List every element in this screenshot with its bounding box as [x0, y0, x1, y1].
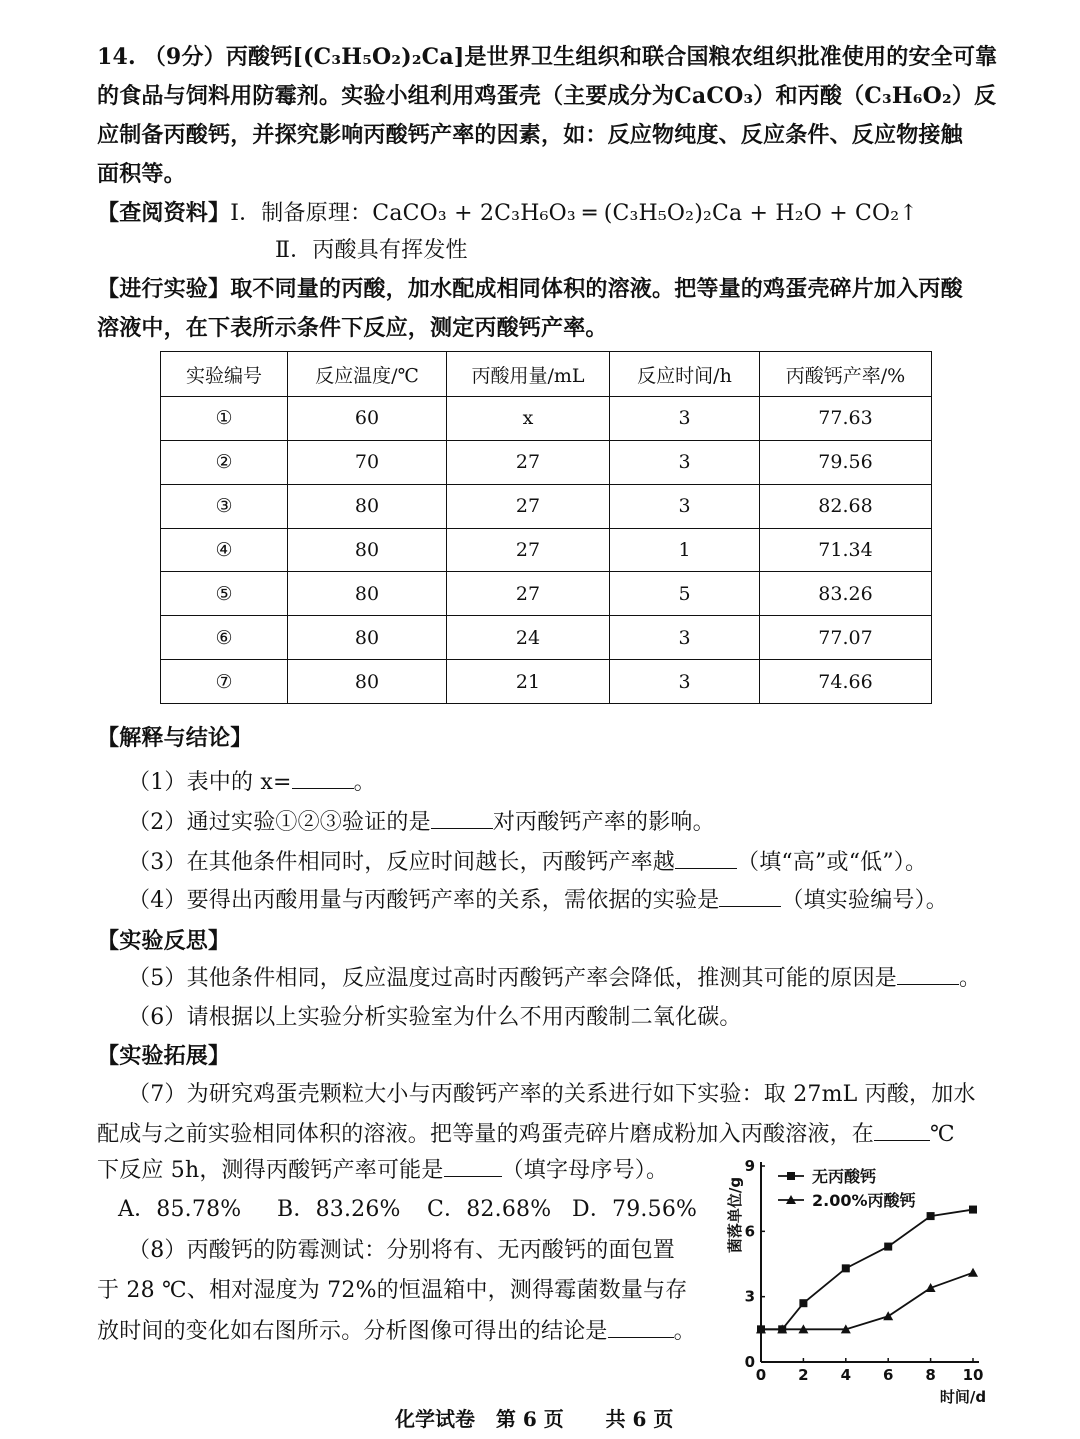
answer-blank-1[interactable]: [292, 768, 354, 789]
x-tick-label: 10: [962, 1366, 984, 1384]
x-axis-label: 时间/d: [939, 1388, 987, 1406]
reference-line: [97, 198, 918, 229]
reference-label: 【查阅资料】: [97, 200, 231, 226]
data-point-no-additive: [884, 1243, 892, 1251]
question-6: （6）请根据以上实验分析实验室为什么不用丙酸制二氧化碳。: [128, 1005, 742, 1030]
table-cell: 3: [610, 616, 760, 660]
question-8-line-1: （8）丙酸钙的防霉测试：分别将有、无丙酸钙的面包置: [128, 1238, 675, 1263]
table-header: 反应时间/h: [610, 352, 760, 397]
table-cell: ①: [161, 397, 288, 441]
y-tick-label: 6: [744, 1222, 755, 1241]
table-cell: ⑥: [161, 616, 288, 660]
question-4-text: （4）要得出丙酸用量与丙酸钙产率的关系，需依据的实验是: [128, 888, 720, 913]
question-8-text: 放时间的变化如右图所示。分析图像可得出的结论是: [97, 1319, 608, 1344]
question-2: [128, 808, 715, 838]
question-4: [128, 886, 948, 916]
table-cell: 3: [610, 660, 760, 704]
question-line-2: 的食品与饲料用防霉剂。实验小组利用鸡蛋壳（主要成分为CaCO₃）和丙酸（C₃H₆O₂）反: [97, 83, 997, 109]
data-point-no-additive: [799, 1299, 807, 1307]
table-row: [161, 397, 932, 441]
footer-page: 第 6 页: [495, 1407, 564, 1431]
answer-blank-7a[interactable]: [874, 1120, 930, 1141]
data-point-no-additive: [969, 1206, 977, 1214]
data-point-no-additive: [927, 1212, 935, 1220]
question-1: [128, 768, 376, 798]
table-cell: ②: [161, 440, 288, 484]
table-cell: 70: [288, 440, 447, 484]
question-5-text: （5）其他条件相同，反应温度过高时丙酸钙产率会降低，推测其可能的原因是: [128, 966, 897, 991]
question-1-end: 。: [353, 770, 376, 795]
table-cell: 27: [447, 440, 610, 484]
table-cell: 74.66: [760, 660, 932, 704]
question-7-line-3: [97, 1156, 668, 1186]
series-line-2: [761, 1273, 973, 1330]
y-tick-label: 3: [744, 1287, 755, 1306]
table-cell: ⑦: [161, 660, 288, 704]
table-cell: 80: [288, 660, 447, 704]
table-cell: 3: [610, 440, 760, 484]
table-row: [161, 484, 932, 528]
question-8-line-2: 于 28 ℃、相对湿度为 72%的恒温箱中，测得霉菌数量与存: [97, 1278, 688, 1303]
table-cell: 1: [610, 528, 760, 572]
legend-label-2: 2.00%丙酸钙: [812, 1191, 916, 1210]
table-header-row: [161, 352, 932, 397]
footer-subject: 化学试卷: [395, 1407, 475, 1431]
option-b: B．83.26%: [277, 1197, 401, 1222]
legend-marker-square: [787, 1172, 795, 1180]
table-cell: 80: [288, 572, 447, 616]
table-header: 反应温度/℃: [288, 352, 447, 397]
question-5: [128, 964, 981, 994]
answer-blank-5[interactable]: [897, 964, 959, 985]
table-row: [161, 660, 932, 704]
question-3-end: （填“高”或“低”）。: [737, 850, 928, 875]
answer-blank-7b[interactable]: [444, 1156, 502, 1177]
question-7-end: （填字母序号）。: [501, 1158, 669, 1183]
table-row: [161, 616, 932, 660]
table-row: [161, 440, 932, 484]
table-cell: 79.56: [760, 440, 932, 484]
experiment-label: 【进行实验】: [97, 276, 231, 302]
x-tick-label: 6: [882, 1366, 894, 1384]
mold-chart: [700, 1152, 1000, 1406]
answer-blank-3[interactable]: [675, 848, 737, 869]
x-tick-label: 0: [755, 1366, 767, 1384]
question-line-4: 面积等。: [97, 161, 186, 187]
x-tick-label: 4: [840, 1366, 852, 1384]
question-4-end: （填实验编号）。: [781, 888, 949, 913]
question-2-end: 对丙酸钙产率的影响。: [492, 810, 715, 835]
question-8-end: 。: [673, 1319, 696, 1344]
y-tick-label: 0: [744, 1353, 755, 1371]
reference-item-1: Ⅰ．制备原理：CaCO₃ + 2C₃H₆O₃ ═ (C₃H₅O₂)₂Ca + H₂O + CO₂↑: [230, 201, 918, 226]
data-point-with-additive: [968, 1268, 978, 1277]
question-line-1: 14. （9分）丙酸钙[(C₃H₅O₂)₂Ca]是世界卫生组织和联合国粮农组织批准使用的安全可靠: [97, 44, 998, 70]
question-5-end: 。: [959, 966, 982, 991]
table-cell: 80: [288, 528, 447, 572]
series-line-1: [761, 1210, 973, 1330]
table-cell: 60: [288, 397, 447, 441]
table-cell: 3: [610, 397, 760, 441]
table-cell: x: [447, 397, 610, 441]
question-7-line-1: （7）为研究鸡蛋壳颗粒大小与丙酸钙产率的关系进行如下实验：取 27mL 丙酸，加水: [128, 1082, 976, 1107]
answer-blank-4[interactable]: [719, 886, 781, 907]
table-cell: 80: [288, 616, 447, 660]
table-header: 丙酸用量/mL: [447, 352, 610, 397]
table-row: [161, 528, 932, 572]
page-footer: [395, 1403, 673, 1432]
question-3: [128, 848, 927, 878]
table-cell: 3: [610, 484, 760, 528]
x-tick-label: 2: [798, 1366, 809, 1384]
table-cell: 27: [447, 572, 610, 616]
table-cell: 21: [447, 660, 610, 704]
legend-label-1: 无丙酸钙: [812, 1167, 877, 1186]
table-header: 丙酸钙产率/%: [760, 352, 932, 397]
reference-item-2: Ⅱ．丙酸具有挥发性: [275, 238, 468, 263]
answer-blank-2[interactable]: [431, 808, 493, 829]
table-cell: 5: [610, 572, 760, 616]
data-point-with-additive: [883, 1311, 893, 1320]
y-tick-label: 9: [744, 1157, 755, 1175]
table-cell: 77.07: [760, 616, 932, 660]
table-cell: 71.34: [760, 528, 932, 572]
table-cell: 82.68: [760, 484, 932, 528]
answer-blank-8[interactable]: [608, 1317, 674, 1338]
y-axis-label: 菌落单位/g: [726, 1176, 744, 1254]
question-7-unit: ℃: [930, 1122, 955, 1147]
question-line-3: 应制备丙酸钙，并探究影响丙酸钙产率的因素，如：反应物纯度、反应条件、反应物接触: [97, 122, 963, 148]
extension-label: 【实验拓展】: [97, 1043, 231, 1069]
table-cell: 27: [447, 528, 610, 572]
table-row: [161, 572, 932, 616]
x-tick-label: 8: [925, 1366, 936, 1384]
question-1-text: （1）表中的 x=: [128, 770, 292, 795]
table-header: 实验编号: [161, 352, 288, 397]
question-2-text: （2）通过实验①②③验证的是: [128, 810, 431, 835]
experiment-text-2: 溶液中，在下表所示条件下反应，测定丙酸钙产率。: [97, 315, 608, 341]
option-d: D．79.56%: [572, 1197, 698, 1222]
question-7-line-2: [97, 1120, 955, 1150]
table-cell: 77.63: [760, 397, 932, 441]
question-3-text: （3）在其他条件相同时，反应时间越长，丙酸钙产率越: [128, 850, 675, 875]
conclusion-label: 【解释与结论】: [97, 725, 253, 751]
table-cell: ④: [161, 528, 288, 572]
experiment-table: [160, 351, 932, 704]
table-cell: 27: [447, 484, 610, 528]
experiment-line-1: [97, 274, 963, 304]
table-cell: 24: [447, 616, 610, 660]
table-cell: ③: [161, 484, 288, 528]
question-7-text: 配成与之前实验相同体积的溶液。把等量的鸡蛋壳碎片磨成粉加入丙酸溶液，在: [97, 1122, 875, 1147]
table-cell: ⑤: [161, 572, 288, 616]
question-8-line-3: [97, 1317, 696, 1347]
reflection-label: 【实验反思】: [97, 928, 231, 954]
table-cell: 80: [288, 484, 447, 528]
option-c: C．82.68%: [427, 1197, 552, 1222]
table-cell: 83.26: [760, 572, 932, 616]
question-7-text-2: 下反应 5h，测得丙酸钙产率可能是: [97, 1158, 444, 1183]
footer-total: 共 6 页: [605, 1407, 674, 1431]
data-point-no-additive: [842, 1264, 850, 1272]
experiment-text-1: 取不同量的丙酸，加水配成相同体积的溶液。把等量的鸡蛋壳碎片加入丙酸: [230, 276, 963, 302]
option-a: A．85.78%: [118, 1197, 242, 1222]
